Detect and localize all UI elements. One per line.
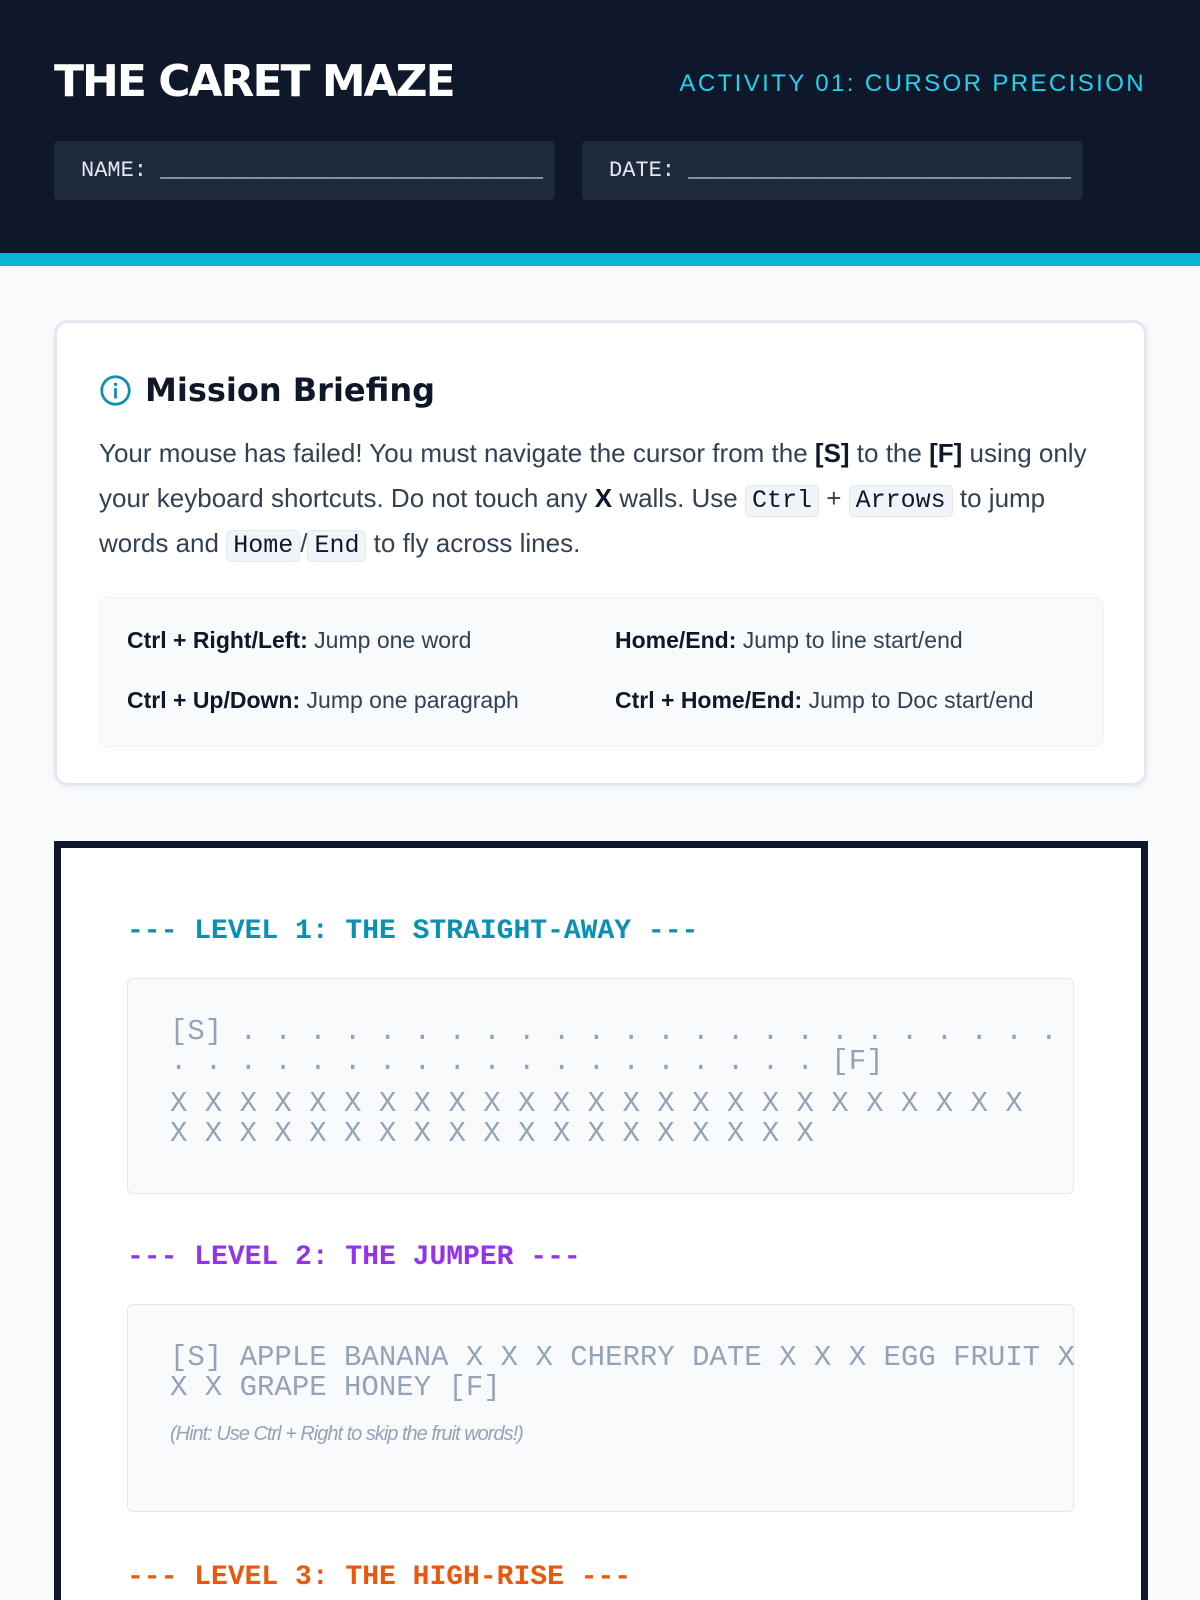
level-3-title: --- LEVEL 3: THE HIGH-RISE --- — [127, 1562, 632, 1593]
briefing-part: / — [300, 528, 308, 558]
shortcut-item — [615, 687, 1034, 714]
shortcut-key: Ctrl + Home/End: — [615, 687, 803, 713]
shortcut-key: Ctrl + Up/Down: — [127, 687, 301, 713]
level-2-title: --- LEVEL 2: THE JUMPER --- — [127, 1242, 581, 1273]
name-field[interactable]: NAME: _____________________________ — [54, 141, 555, 200]
maze-line: [S] . . . . . . . . . . . . . . . . . . . . . . . . — [170, 1015, 1058, 1048]
briefing-part: Your mouse has failed! You must navigate the cursor from the — [99, 438, 815, 468]
maze-line: X X GRAPE HONEY [F] — [170, 1371, 501, 1404]
level-1-title: --- LEVEL 1: THE STRAIGHT-AWAY --- — [127, 916, 699, 947]
level-2-hint: (Hint: Use Ctrl + Right to skip the fruit words!) — [170, 1423, 523, 1445]
start-marker: [S] — [814, 438, 850, 468]
header — [0, 0, 1200, 266]
shortcut-desc: Jump one word — [307, 627, 472, 653]
wall-marker: X — [594, 483, 613, 513]
date-field[interactable]: DATE: _____________________________ — [582, 141, 1083, 200]
maze-area — [54, 841, 1148, 1600]
briefing-title: Mission Briefing — [145, 371, 436, 409]
maze-line: [S] APPLE BANANA X X X CHERRY DATE X X X EGG FRUIT X — [170, 1341, 1075, 1374]
level-1-maze[interactable] — [127, 978, 1074, 1194]
briefing-text — [99, 431, 1109, 566]
maze-line: X X X X X X X X X X X X X X X X X X X X X X X X X — [170, 1087, 1023, 1120]
shortcut-key: Home/End: — [615, 627, 737, 653]
briefing-part: to fly across lines. — [366, 528, 581, 558]
info-icon — [99, 374, 132, 407]
key-end: End — [307, 530, 366, 562]
shortcut-item — [127, 687, 519, 714]
maze-line: . . . . . . . . . . . . . . . . . . . [F] — [170, 1045, 884, 1078]
briefing-part: to jump words and — [99, 483, 1046, 558]
shortcut-item — [615, 627, 963, 654]
briefing-part: walls. Use — [612, 483, 745, 513]
page-title: THE CARET MAZE — [54, 56, 454, 107]
briefing-part: + — [819, 483, 849, 513]
shortcut-item — [127, 627, 471, 654]
shortcut-desc: Jump to line start/end — [736, 627, 963, 653]
shortcut-desc: Jump to Doc start/end — [802, 687, 1034, 713]
shortcut-key: Ctrl + Right/Left: — [127, 627, 308, 653]
key-ctrl: Ctrl — [745, 485, 819, 517]
briefing-part: to the — [849, 438, 930, 468]
shortcut-desc: Jump one paragraph — [300, 687, 519, 713]
maze-line: X X X X X X X X X X X X X X X X X X X — [170, 1117, 814, 1150]
key-arrows: Arrows — [849, 485, 953, 517]
key-home: Home — [226, 530, 300, 562]
shortcut-panel — [99, 597, 1104, 747]
activity-label: ACTIVITY 01: CURSOR PRECISION — [679, 70, 1146, 97]
finish-marker: [F] — [929, 438, 963, 468]
briefing-part: using only your keyboard shortcuts. Do not touch any — [99, 438, 1087, 513]
level-2-maze[interactable] — [127, 1304, 1074, 1512]
mission-briefing-card — [54, 320, 1147, 786]
briefing-header — [99, 371, 435, 409]
